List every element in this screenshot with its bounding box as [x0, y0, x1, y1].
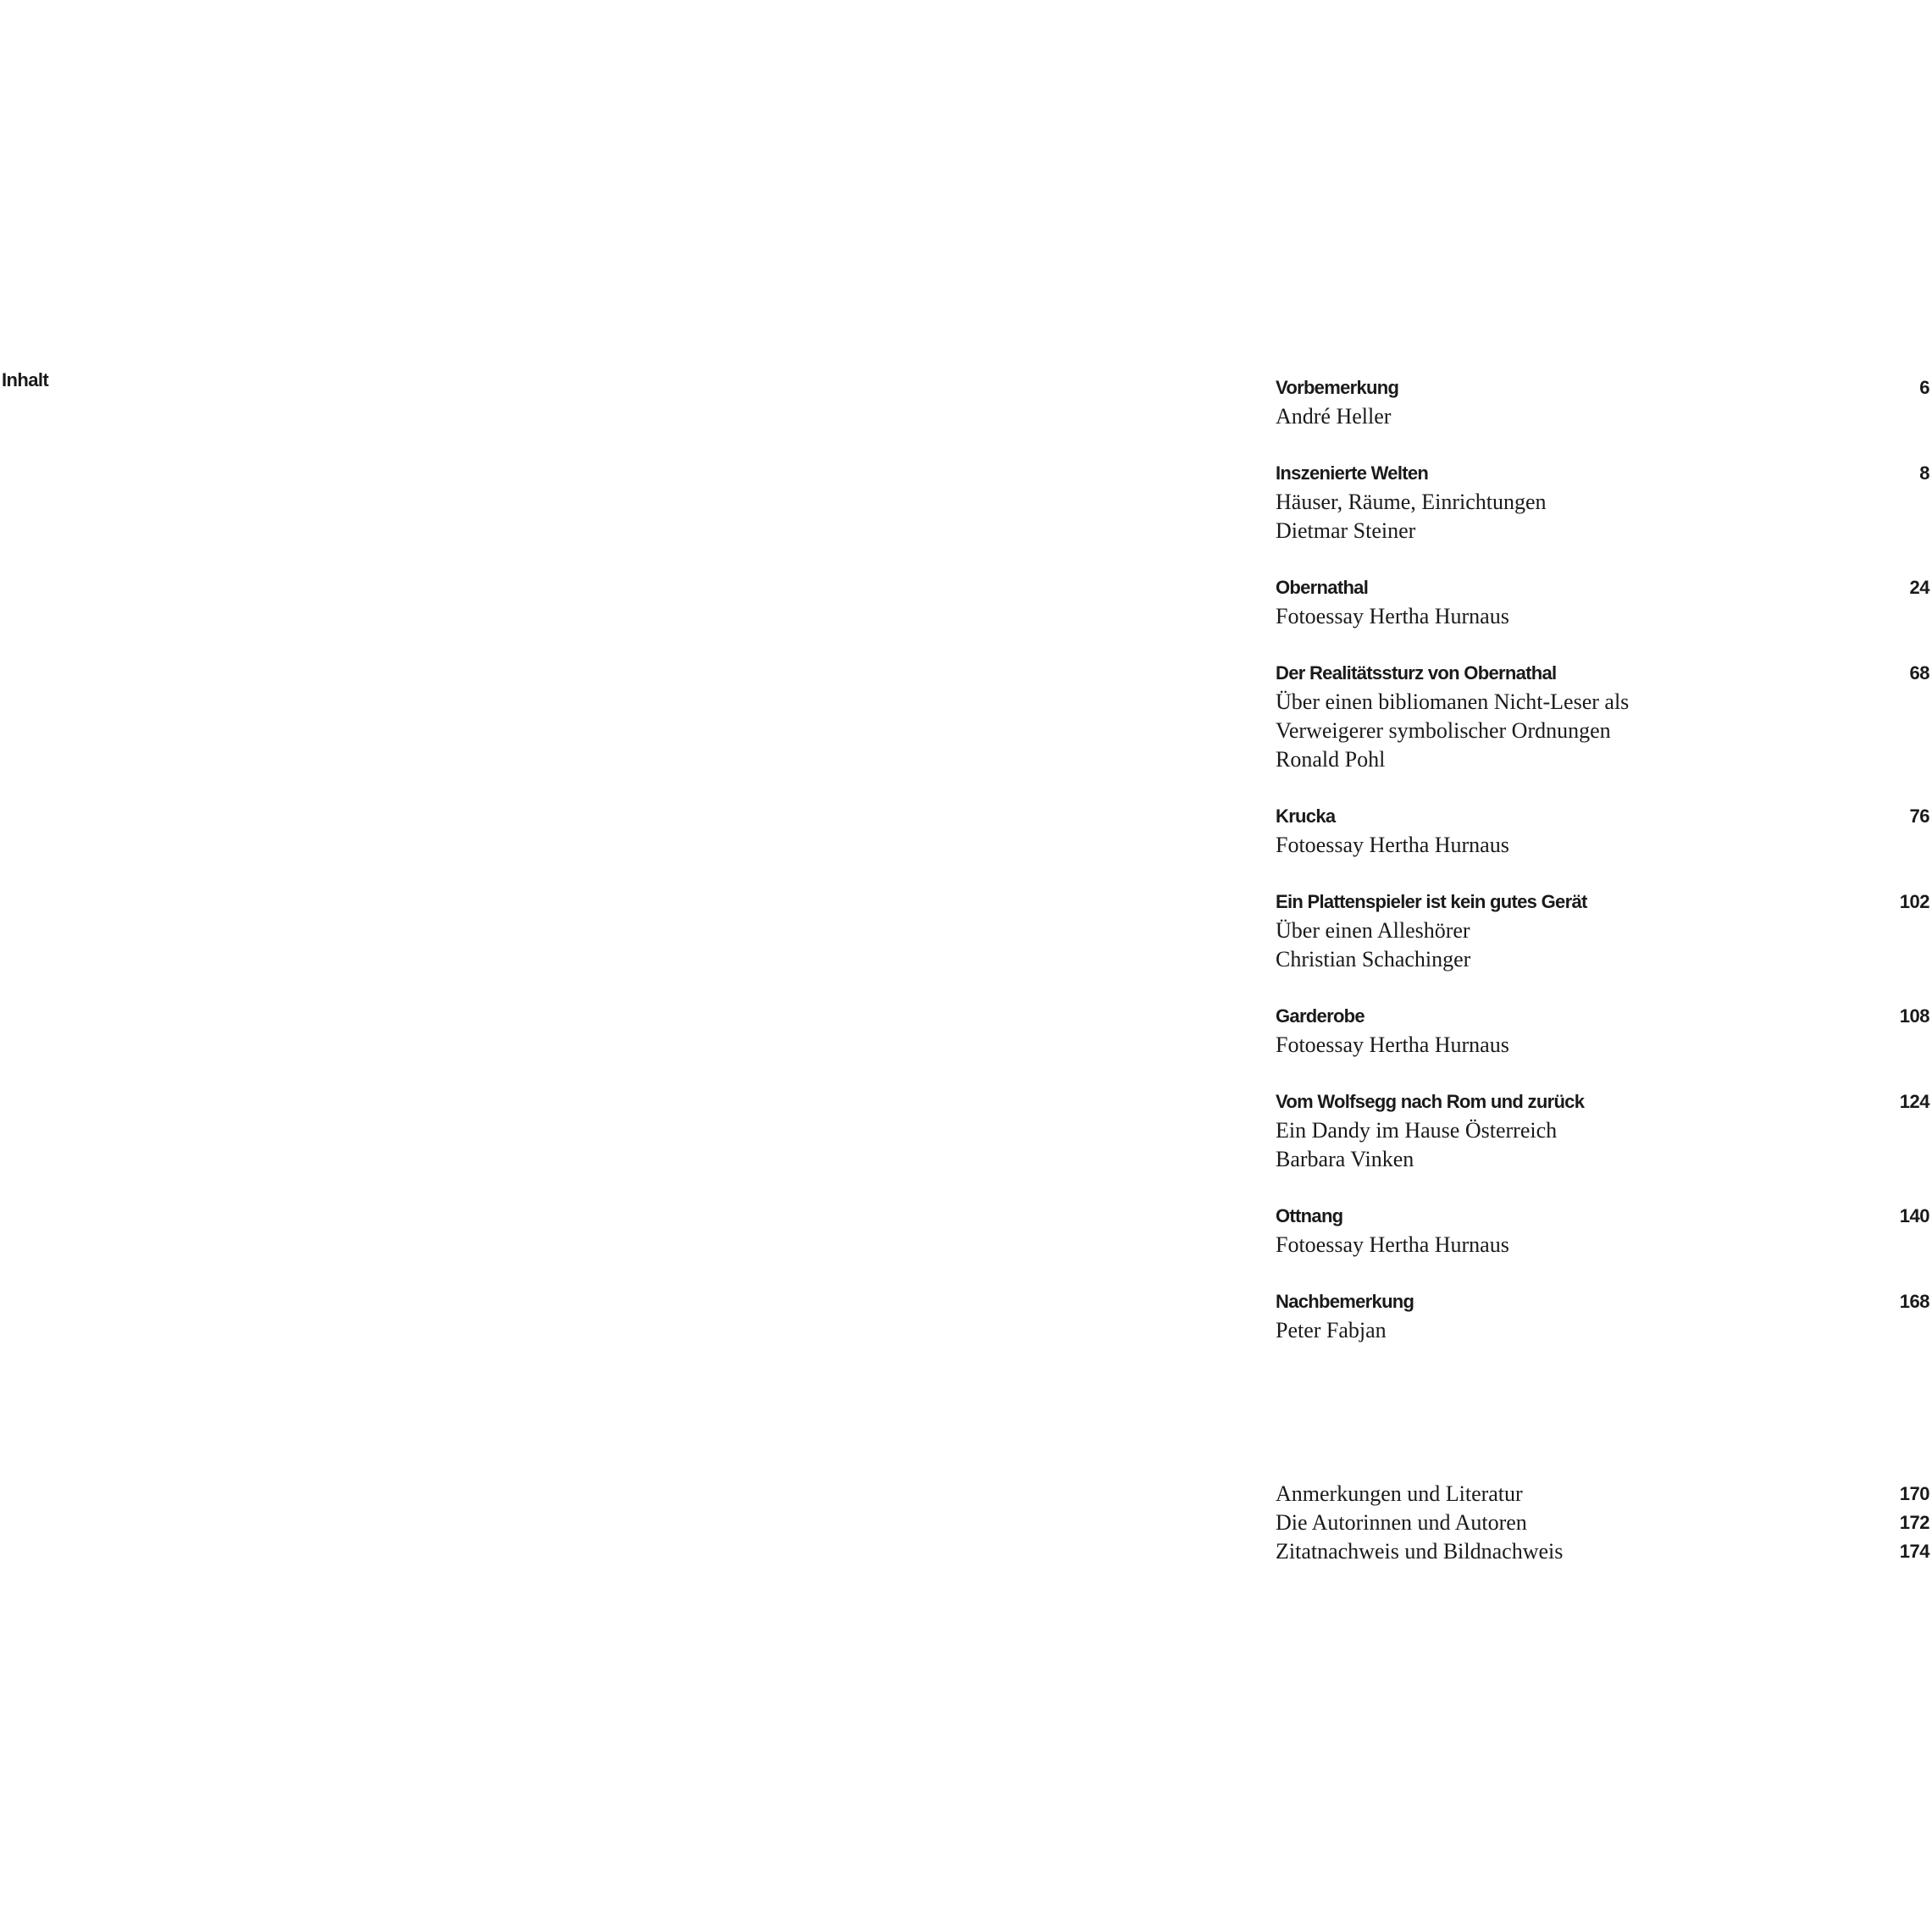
toc-entry[interactable] [1276, 659, 1929, 774]
table-of-contents [1276, 374, 1929, 1373]
entry-page-number: 102 [1899, 891, 1929, 912]
appendix-page-number: 172 [1899, 1512, 1929, 1533]
toc-entry[interactable] [1276, 888, 1929, 974]
entry-subtitle: Verweigerer symbolischer Ordnungen [1276, 718, 1611, 743]
toc-entry[interactable] [1276, 802, 1929, 860]
entry-page-number: 108 [1899, 1005, 1929, 1027]
entry-author: Christian Schachinger [1276, 947, 1471, 972]
entry-author: Ronald Pohl [1276, 747, 1386, 772]
appendix-list [1276, 1480, 1929, 1566]
entry-title: Krucka [1276, 805, 1336, 827]
entry-title: Ottnang [1276, 1205, 1343, 1226]
toc-entry[interactable] [1276, 459, 1929, 545]
entry-author: Peter Fabjan [1276, 1318, 1387, 1342]
appendix-entry[interactable] [1276, 1537, 1929, 1566]
entry-subtitle: Fotoessay Hertha Hurnaus [1276, 833, 1509, 857]
appendix-page-number: 174 [1899, 1541, 1929, 1562]
entry-author: André Heller [1276, 404, 1392, 429]
entry-subtitle: Fotoessay Hertha Hurnaus [1276, 1032, 1509, 1057]
toc-entry[interactable] [1276, 1202, 1929, 1259]
entry-title: Der Realitätssturz von Obernathal [1276, 662, 1557, 684]
entry-title: Ein Plattenspieler ist kein gutes Gerät [1276, 891, 1587, 912]
appendix-page-number: 170 [1899, 1483, 1929, 1504]
appendix-label: Anmerkungen und Literatur [1276, 1481, 1523, 1506]
appendix-entry[interactable] [1276, 1480, 1929, 1509]
entry-page-number: 6 [1919, 377, 1929, 398]
entry-author: Barbara Vinken [1276, 1147, 1414, 1171]
entry-page-number: 24 [1909, 577, 1929, 598]
entry-title: Nachbemerkung [1276, 1291, 1414, 1312]
entry-page-number: 8 [1919, 462, 1929, 484]
entry-subtitle: Fotoessay Hertha Hurnaus [1276, 604, 1509, 628]
toc-entry[interactable] [1276, 1088, 1929, 1174]
appendix-label: Zitatnachweis und Bildnachweis [1276, 1539, 1564, 1564]
entry-title: Inszenierte Welten [1276, 462, 1429, 484]
entry-page-number: 124 [1899, 1091, 1929, 1112]
appendix-entry[interactable] [1276, 1509, 1929, 1537]
toc-entry[interactable] [1276, 1002, 1929, 1060]
entry-author: Dietmar Steiner [1276, 518, 1416, 543]
toc-entry[interactable] [1276, 374, 1929, 431]
entry-page-number: 168 [1899, 1291, 1929, 1312]
entry-page-number: 68 [1909, 662, 1929, 684]
entry-subtitle: Fotoessay Hertha Hurnaus [1276, 1232, 1509, 1257]
toc-entry[interactable] [1276, 573, 1929, 631]
appendix-label: Die Autorinnen und Autoren [1276, 1510, 1527, 1535]
entry-title: Vom Wolfsegg nach Rom und zurück [1276, 1091, 1585, 1112]
toc-entry[interactable] [1276, 1287, 1929, 1345]
entry-title: Vorbemerkung [1276, 377, 1399, 398]
entry-subtitle: Über einen Alleshörer [1276, 918, 1470, 943]
entry-page-number: 76 [1909, 805, 1929, 827]
entry-title: Obernathal [1276, 577, 1369, 598]
entry-subtitle: Ein Dandy im Hause Österreich [1276, 1118, 1558, 1143]
entry-subtitle: Häuser, Räume, Einrichtungen [1276, 490, 1547, 514]
page-title: Inhalt [2, 369, 49, 390]
entry-page-number: 140 [1899, 1205, 1929, 1226]
entry-title: Garderobe [1276, 1005, 1365, 1027]
entry-subtitle: Über einen bibliomanen Nicht-Leser als [1276, 689, 1630, 714]
